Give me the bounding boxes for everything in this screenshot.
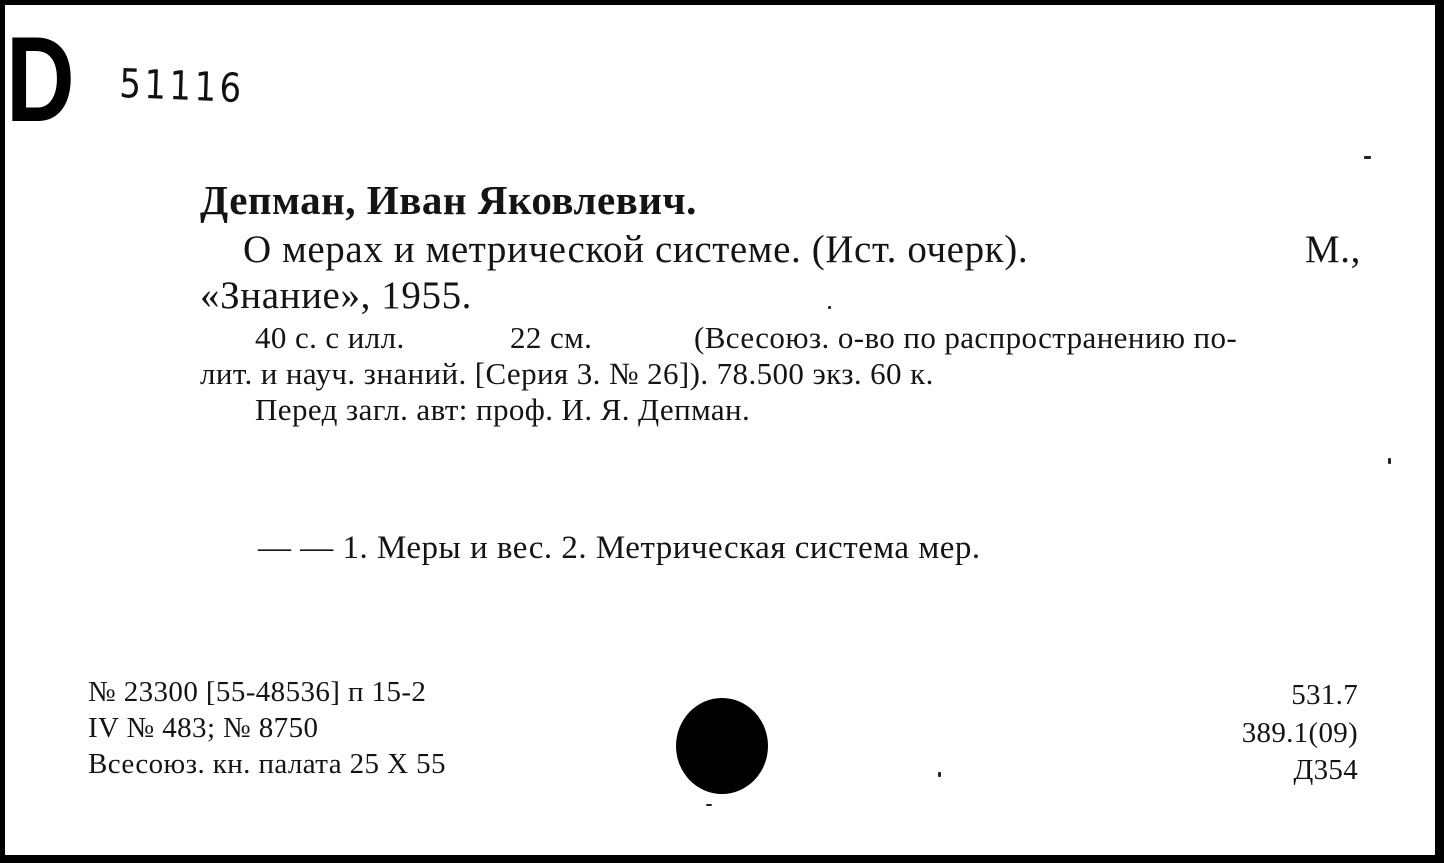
- collation-pages: 40 с. с илл.: [255, 320, 405, 355]
- author-heading: Депман, Иван Яковлевич.: [200, 177, 697, 223]
- chamber-imprint: Всесоюз. кн. палата 25 X 55: [88, 748, 446, 780]
- collation-series-line-1: (Всесоюз. о-во по распространению по-: [694, 320, 1238, 355]
- collation-series-line-2: лит. и науч. знаний. [Серия 3. № 26]). 78.500 экз. 60 к.: [200, 356, 934, 391]
- title-line-2: «Знание», 1955.: [200, 274, 473, 317]
- collation-size: 22 см.: [510, 320, 593, 355]
- punch-hole: [676, 698, 768, 794]
- publication-place: М.,: [1305, 228, 1361, 271]
- scan-border-right: [1435, 0, 1444, 863]
- scan-speck: [828, 306, 831, 309]
- scan-speck: [938, 772, 941, 777]
- author-mark: Д354: [1293, 754, 1358, 786]
- registration-number: № 23300 [55-48536] п 15-2: [88, 676, 427, 708]
- scan-speck: [706, 804, 712, 806]
- class-code: 389.1(09): [1241, 717, 1358, 749]
- order-number: IV № 483; № 8750: [88, 712, 319, 744]
- scan-speck: [1388, 458, 1391, 464]
- scan-border-top: [0, 0, 1444, 5]
- card-marker-letter: D: [6, 11, 75, 147]
- scan-speck: [1364, 156, 1371, 159]
- title-line-1: О мерах и метрической системе. (Ист. очерк).: [243, 228, 1029, 271]
- author-note: Перед загл. авт: проф. И. Я. Депман.: [255, 392, 751, 427]
- scan-border-left: [0, 0, 5, 863]
- handwritten-number: 51116: [118, 61, 246, 113]
- scan-border-bottom: [0, 855, 1444, 863]
- subject-headings: — — 1. Меры и вес. 2. Метрическая система мер.: [258, 530, 981, 566]
- udc-code: 531.7: [1291, 679, 1358, 711]
